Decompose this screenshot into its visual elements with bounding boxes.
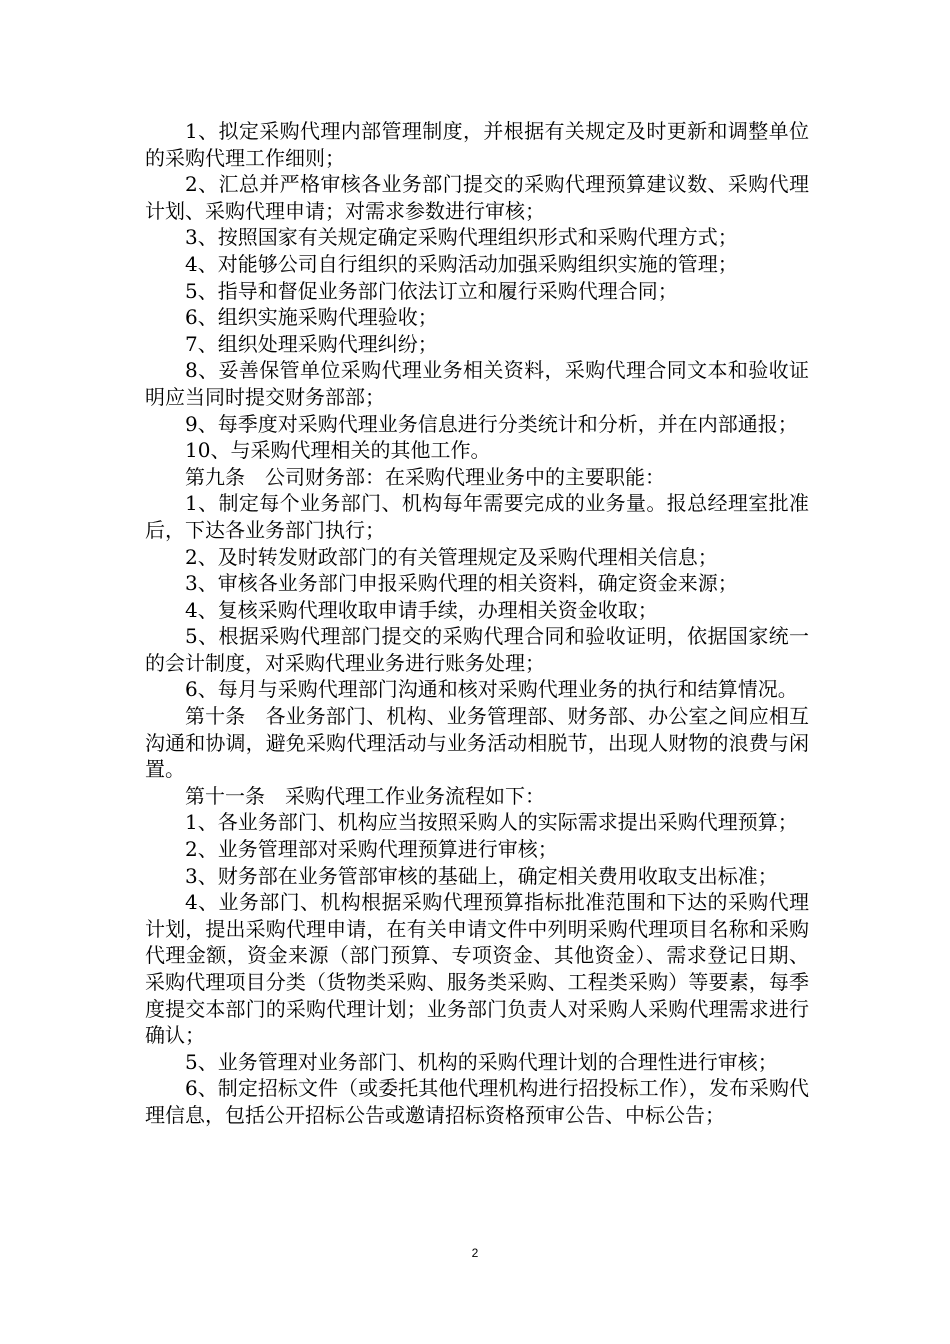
paragraph: 5、根据采购代理部门提交的采购代理合同和验收证明，依据国家统一的会计制度，对采购代理业务进行账务处理； — [145, 624, 809, 675]
paragraph: 4、复核采购代理收取申请手续，办理相关资金收取； — [185, 597, 658, 622]
article-paragraph: 第十条 各业务部门、机构、业务管理部、财务部、办公室之间应相互沟通和协调，避免采购代理活动与业务活动相脱节，出现人财物的浪费与闲置。 — [145, 704, 809, 782]
paragraph: 2、及时转发财政部门的有关管理规定及采购代理相关信息； — [185, 544, 718, 569]
page-number: 2 — [471, 1246, 479, 1260]
paragraph: 6、组织实施采购代理验收； — [185, 305, 438, 330]
paragraph: 4、业务部门、机构根据采购代理预算指标批准范围和下达的采购代理计划，提出采购代理申请，在有关申请文件中列明采购代理项目名称和采购代理金额，资金来源（部门预算、专项资金、其他资金）、需求登记日期、采购代理项目分类（货物类采购、服务类采购、工程类采购）等要素，每季度提交本部门的采购代理计划；业务部门负责人对采购人采购代理需求进行确认； — [145, 890, 809, 1048]
article-heading: 第十一条 采购代理工作业务流程如下： — [185, 783, 545, 808]
document-body — [145, 118, 809, 1129]
paragraph: 10、与采购代理相关的其他工作。 — [185, 438, 491, 463]
paragraph: 1、各业务部门、机构应当按照采购人的实际需求提出采购代理预算； — [185, 810, 798, 835]
paragraph: 6、制定招标文件（或委托其他代理机构进行招投标工作），发布采购代理信息，包括公开招标公告或邀请招标资格预审公告、中标公告； — [145, 1076, 809, 1127]
paragraph: 3、按照国家有关规定确定采购代理组织形式和采购代理方式； — [185, 225, 738, 250]
paragraph: 5、指导和督促业务部门依法订立和履行采购代理合同； — [185, 278, 678, 303]
paragraph: 5、业务管理对业务部门、机构的采购代理计划的合理性进行审核； — [185, 1049, 778, 1074]
paragraph: 3、财务部在业务管部审核的基础上，确定相关费用收取支出标准； — [185, 863, 778, 888]
paragraph: 3、审核各业务部门申报采购代理的相关资料，确定资金来源； — [185, 571, 738, 596]
paragraph: 7、组织处理采购代理纠纷； — [185, 331, 438, 356]
paragraph: 4、对能够公司自行组织的采购活动加强采购组织实施的管理； — [185, 251, 738, 276]
paragraph: 2、业务管理部对采购代理预算进行审核； — [185, 837, 558, 862]
paragraph: 8、妥善保管单位采购代理业务相关资料，采购代理合同文本和验收证明应当同时提交财务部部； — [145, 358, 809, 409]
paragraph: 9、每季度对采购代理业务信息进行分类统计和分析，并在内部通报； — [185, 411, 798, 436]
paragraph: 2、汇总并严格审核各业务部门提交的采购代理预算建议数、采购代理计划、采购代理申请；对需求参数进行审核； — [145, 172, 809, 223]
paragraph: 6、每月与采购代理部门沟通和核对采购代理业务的执行和结算情况。 — [185, 677, 798, 702]
paragraph: 1、拟定采购代理内部管理制度，并根据有关规定及时更新和调整单位的采购代理工作细则； — [145, 119, 809, 170]
paragraph: 1、制定每个业务部门、机构每年需要完成的业务量。报总经理室批准后，下达各业务部门执行； — [145, 491, 809, 542]
article-heading: 第九条 公司财务部：在采购代理业务中的主要职能： — [185, 464, 665, 489]
